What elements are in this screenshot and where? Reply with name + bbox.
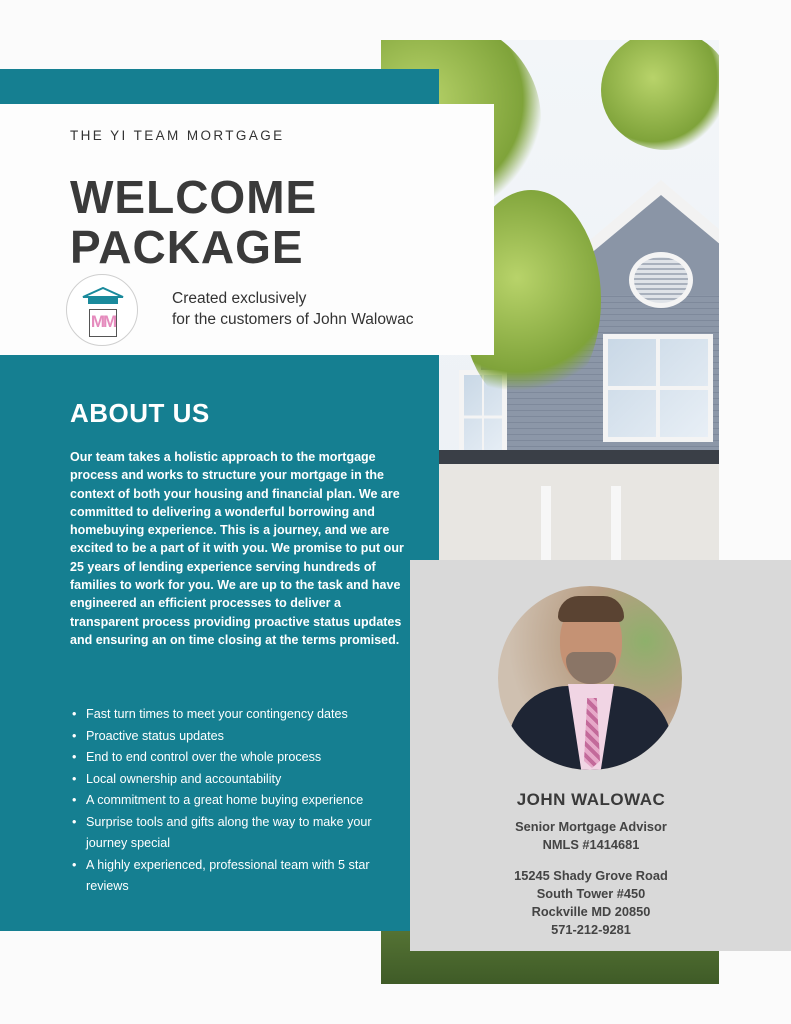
portrait-hair — [558, 596, 624, 622]
phone-number[interactable]: 571-212-9281 — [551, 922, 631, 937]
porch-column — [611, 486, 621, 566]
address-line: Rockville MD 20850 — [531, 904, 651, 919]
list-item: • A commitment to a great home buying experience — [70, 790, 410, 812]
list-item: • Fast turn times to meet your contingency dates — [70, 704, 410, 726]
logo-monogram: MM — [90, 312, 116, 331]
house-logo-icon — [80, 287, 126, 305]
list-item: • A highly experienced, professional team with 5 star reviews — [70, 855, 410, 898]
title-line: PACKAGE — [70, 221, 304, 273]
list-item: • Surprise tools and gifts along the way to make your journey special — [70, 812, 410, 855]
porch-roof — [421, 450, 719, 464]
logo-monogram-frame — [89, 309, 117, 337]
page-title — [70, 172, 317, 272]
advisor-nmls: NMLS #1414681 — [542, 837, 640, 852]
title-line: WELCOME — [70, 171, 318, 223]
benefits-list — [70, 704, 410, 898]
advisor-role: Senior Mortgage Advisor — [515, 819, 667, 834]
company-logo — [66, 274, 138, 346]
tagline — [172, 288, 414, 330]
company-name: THE YI TEAM MORTGAGE — [70, 128, 285, 143]
porch-column — [541, 486, 551, 566]
house-attic-vent — [629, 252, 693, 308]
list-item: • Proactive status updates — [70, 726, 410, 748]
house-window-main — [603, 334, 713, 442]
address-line: South Tower #450 — [536, 886, 646, 901]
address-line: 15245 Shady Grove Road — [514, 868, 668, 883]
list-item: • End to end control over the whole process — [70, 747, 410, 769]
advisor-name: JOHN WALOWAC — [516, 790, 666, 809]
tagline-line: Created exclusively — [172, 290, 307, 307]
porch — [421, 464, 719, 560]
portrait-beard — [566, 652, 616, 684]
about-paragraph: Our team takes a holistic approach to the mortgage process and works to structure your mortgage in the context of both your housing and financial plan. We are committed to delivering a wonderful borrowing and homebuying experience. This is a journey, and we are excited to be a part of it with you. We promise to put our 25 years of lending experience serving hundreds of families to work for you. We are up to the task and have engineered an efficient processes to deliver a transparent process providing proactive status updates and ensuring an on time closing at the terms promised. — [70, 450, 404, 647]
about-heading: ABOUT US — [70, 398, 210, 428]
advisor-portrait — [498, 586, 682, 770]
tagline-line: for the customers of John Walowac — [172, 311, 414, 328]
list-item: • Local ownership and accountability — [70, 769, 410, 791]
